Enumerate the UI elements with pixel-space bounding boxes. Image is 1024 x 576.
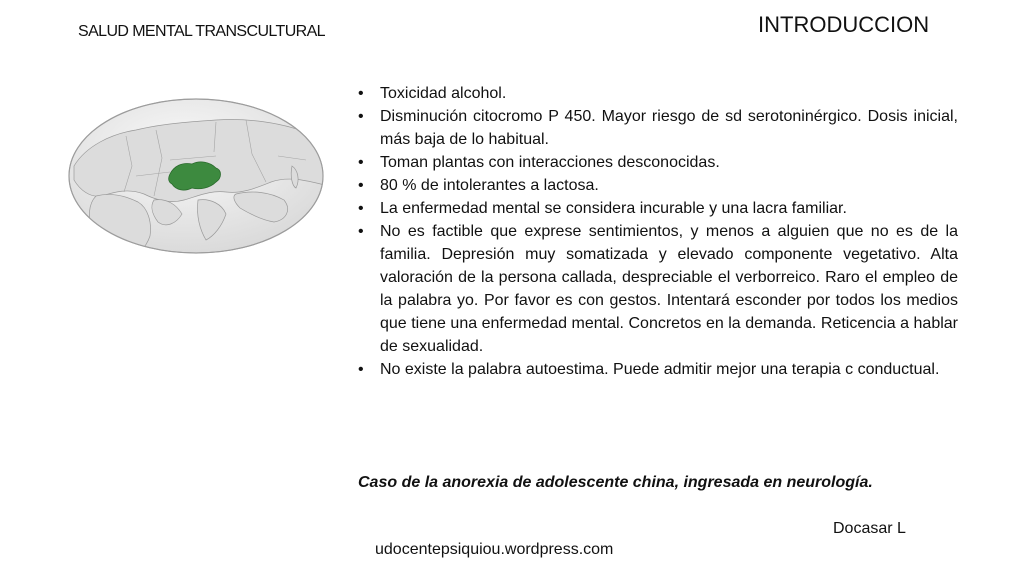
list-item: • 80 % de intolerantes a lactosa. bbox=[358, 174, 958, 197]
list-item: • No es factible que exprese sentimientos, y menos a alguien que no es de la familia. Depresión muy somatizada y elevado componente vegetativo. Alta valoración de la persona callada, despreciable el verborreico. Raro el empleo de la palabra yo. Por favor es con gestos. Intentará esconder por todos los medios que tiene una enfermedad mental. Concretos en la demanda. Reticencia a hablar de sexualidad. bbox=[358, 220, 958, 358]
section-label: SALUD MENTAL TRANSCULTURAL bbox=[78, 23, 325, 40]
globe-map-image bbox=[66, 96, 326, 256]
list-item: • Disminución citocromo P 450. Mayor riesgo de sd serotoninérgico. Dosis inicial, más baja de lo habitual. bbox=[358, 105, 958, 151]
list-item: • No existe la palabra autoestima. Puede admitir mejor una terapia c conductual. bbox=[358, 358, 958, 381]
list-item: • Toman plantas con interacciones desconocidas. bbox=[358, 151, 958, 174]
list-item: • La enfermedad mental se considera incurable y una lacra familiar. bbox=[358, 197, 958, 220]
author-name: Docasar L bbox=[833, 520, 906, 537]
website-url: udocentepsiquiou.wordpress.com bbox=[375, 541, 614, 558]
case-note: Caso de la anorexia de adolescente china, ingresada en neurología. bbox=[358, 474, 873, 491]
list-item: • Toxicidad alcohol. bbox=[358, 82, 958, 105]
page-title: INTRODUCCION bbox=[758, 12, 930, 37]
bullet-list bbox=[358, 82, 958, 381]
